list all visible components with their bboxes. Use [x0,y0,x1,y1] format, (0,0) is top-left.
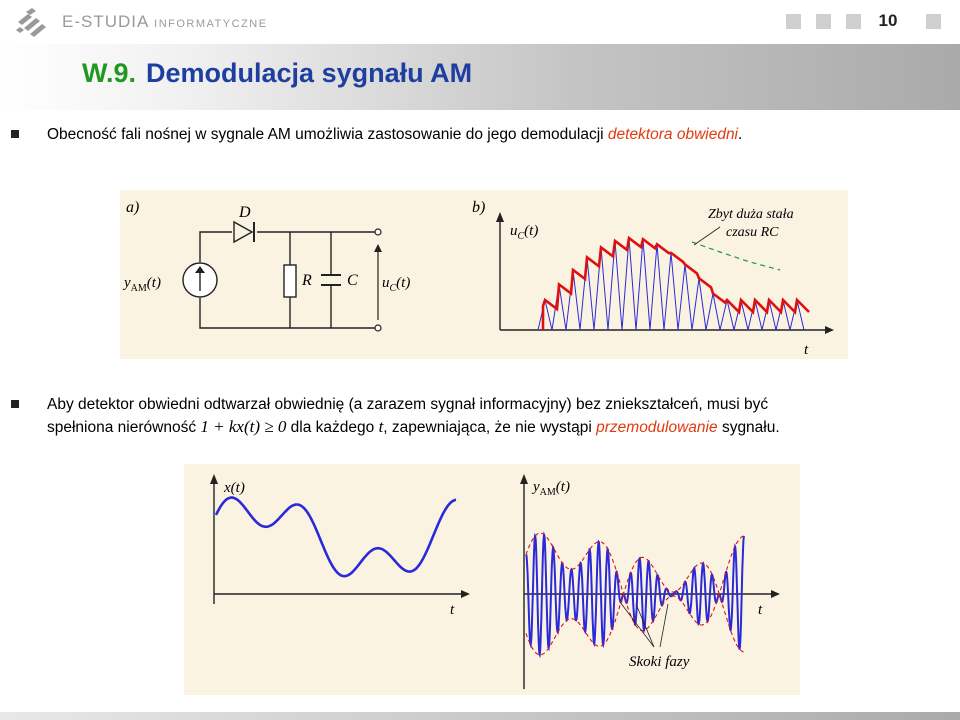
capacitor-icon [321,275,341,285]
phase-jumps-label: Skoki fazy [629,654,690,670]
bullet-marker [11,130,19,138]
bullet-1-text [47,124,742,146]
bullet-1-main: Obecność fali nośnej w sygnale AM umożliwia zastosowanie do jego demodulacji [47,126,604,143]
carrier-peak [594,247,608,330]
carrier-peak [678,264,692,330]
title-number: W.9. [82,58,137,88]
nav-prev-button[interactable] [816,14,831,29]
top-bar [0,0,960,44]
plot-b-x-label: t [804,342,809,358]
brand-sub: INFORMATYCZNE [154,18,268,30]
diode-label: D [239,204,251,221]
inequality: 1 + kx(t) ≥ 0 [200,417,287,436]
page-number: 10 [878,11,898,30]
plot-b-y-label: $u_C(t)$ [510,223,539,242]
left-plot-y-label: x(t) [224,480,245,496]
am-signal-curve [526,535,744,655]
bullet-marker [11,400,19,408]
diode-icon [234,222,252,242]
right-plot-y-label: $y_{AM}(t)$ [533,479,570,498]
note-line-2: czasu RC [726,225,779,240]
nav-last-button[interactable] [926,14,941,29]
left-plot-x-label: t [450,602,455,618]
message-signal-curve [216,498,456,577]
carrier-peak [664,253,678,330]
output-label: $u_C(t)$ [382,275,411,294]
bullet-1-highlight: detektora obwiedni [607,126,739,143]
nav-next-button[interactable] [846,14,861,29]
bullet-2-text [47,394,947,439]
note-pointer [694,227,720,245]
brand-main: E-STUDIA [62,12,149,31]
source-label: $y_{AM}(t)$ [124,275,161,294]
carrier-peak [622,238,636,330]
carrier-peak [650,244,664,330]
brand-name [62,12,268,32]
detector-output-curve [543,238,809,330]
resistor-label: R [302,272,312,289]
bullet-2-highlight: przemodulowanie [596,419,718,436]
right-plot-x-label: t [758,602,763,618]
output-terminal-top [375,229,381,235]
carrier-peak [706,294,720,330]
figure-2-panel [184,464,800,695]
nav-first-button[interactable] [786,14,801,29]
current-source-icon [183,263,217,297]
bullet-1-end: . [738,126,743,143]
bottom-bar [0,712,960,720]
carrier-peak [636,239,650,330]
label-b: b) [472,199,486,216]
carrier-peak [692,278,706,330]
page-title [82,58,472,89]
title-text: Demodulacja sygnału AM [146,58,473,88]
output-terminal-bottom [375,325,381,331]
figure-1-graphic [120,190,848,359]
logo-icon [10,4,50,40]
resistor-icon [284,265,296,297]
ideal-envelope-curve [692,242,780,270]
bullet-2-line-2: spełniona nierówność 1 + kx(t) ≥ 0 dla każdego t, zapewniająca, że nie wystąpi przemodulowanie sygnału. [47,417,780,436]
figure-1-panel [120,190,848,359]
note-line-1: Zbyt duża stała [708,207,794,222]
bullet-2-line-1: Aby detektor obwiedni odtwarzał obwiednię (a zarazem sygnał informacyjny) bez zniekształceń, musi być [47,396,769,413]
capacitor-label: C [347,272,358,289]
figure-2-graphic [184,464,800,695]
variable-t: t [378,417,384,436]
label-a: a) [126,199,140,216]
